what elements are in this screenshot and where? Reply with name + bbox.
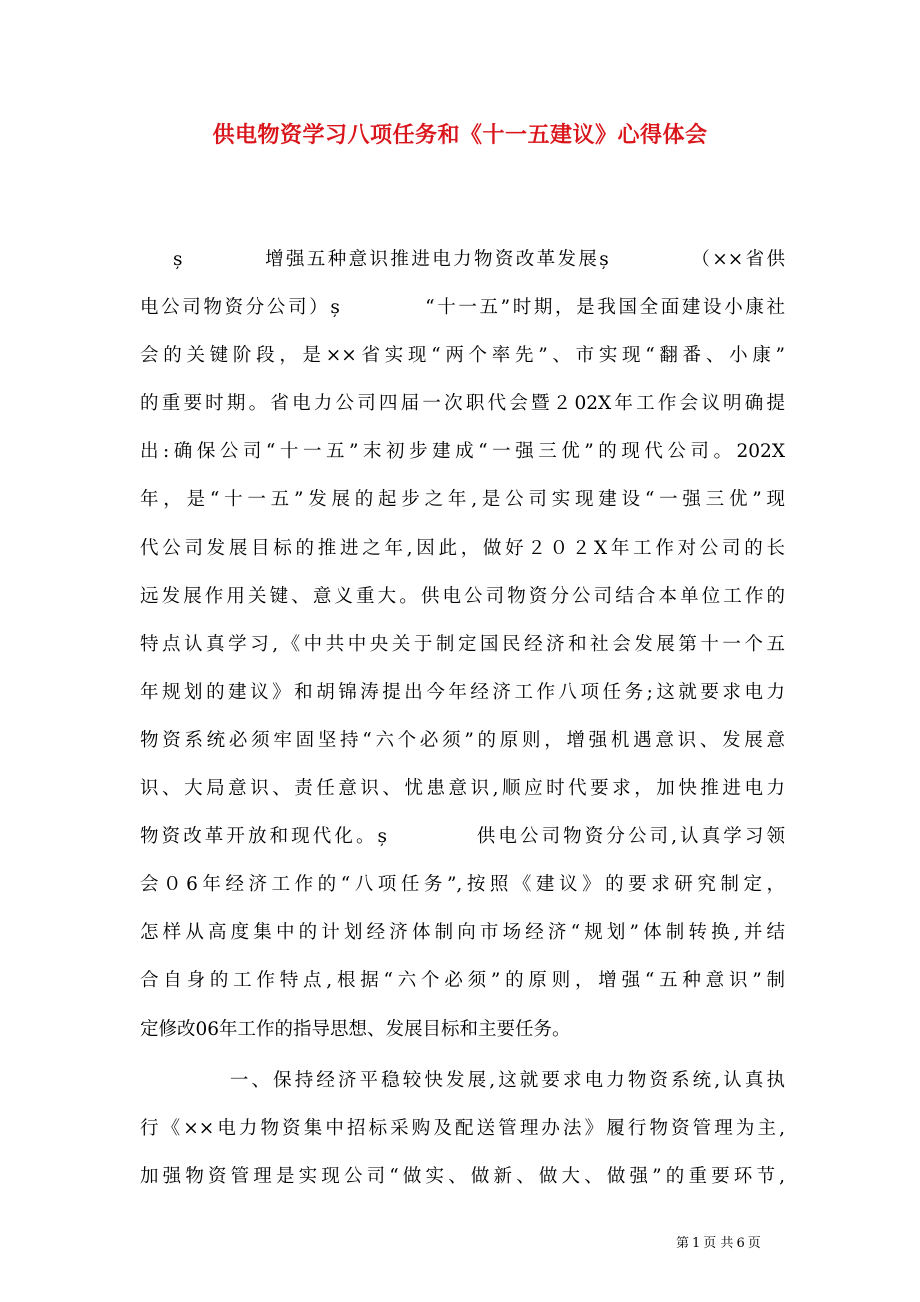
body-line-3: 会的关键阶段，是××省实现“两个率先”、市实现“翻番、小康” <box>140 345 785 367</box>
body-line-13: 物资改革开放和现代化。ș 供电公司物资分公司,认真学习领 <box>140 826 785 848</box>
body-line-6: 年，是“十一五”发展的起步之年,是公司实现建设“一强三优”现 <box>140 489 785 511</box>
footer-page-number: 1 <box>692 1236 701 1251</box>
body-line-16: 合自身的工作特点,根据“六个必须”的原则，增强“五种意识”制 <box>140 970 785 992</box>
body-line-20: 加强物资管理是实现公司“做实、做新、做大、做强”的重要环节, <box>140 1165 785 1187</box>
body-line-2: 电公司物资分公司）ș “十一五”时期，是我国全面建设小康社 <box>140 297 785 319</box>
body-line-4: 的重要时期。省电力公司四届一次职代会暨２02X年工作会议明确提 <box>140 393 785 415</box>
body-line-12: 识、大局意识、责任意识、忧患意识,顺应时代要求，加快推进电力 <box>140 778 785 800</box>
body-line-18: 一、保持经济平稳较快发展,这就要求电力物资系统,认真执 <box>140 1069 785 1091</box>
page-footer <box>676 1234 764 1254</box>
body-line-9: 特点认真学习,《中共中央关于制定国民经济和社会发展第十一个五 <box>140 633 785 655</box>
body-line-5: 出:确保公司“十一五”末初步建成“一强三优”的现代公司。202X <box>140 441 785 463</box>
body-line-11: 物资系统必须牢固坚持“六个必须”的原则，增强机遇意识、发展意 <box>140 729 785 751</box>
document-body <box>140 236 785 1201</box>
footer-page-total: 6 <box>736 1236 745 1251</box>
body-line-19: 行《××电力物资集中招标采购及配送管理办法》履行物资管理为主, <box>140 1117 785 1139</box>
footer-prefix: 第 <box>676 1236 690 1251</box>
body-line-15: 怎样从高度集中的计划经济体制向市场经济“规划”体制转换,并结 <box>140 922 785 944</box>
body-line-17: 定修改06年工作的指导思想、发展目标和主要任务。 <box>140 1018 571 1040</box>
body-line-1: ș 增强五种意识推进电力物资改革发展ș （××省供 <box>140 249 785 270</box>
body-line-14: 会０6年经济工作的“八项任务”,按照《建议》的要求研究制定， <box>140 874 785 896</box>
body-line-10: 年规划的建议》和胡锦涛提出今年经济工作八项任务;这就要求电力 <box>140 681 785 703</box>
footer-mid: 页 共 <box>703 1236 734 1251</box>
body-line-8: 远发展作用关键、意义重大。供电公司物资分公司结合本单位工作的 <box>140 585 785 607</box>
document-title: 供电物资学习八项任务和《十一五建议》心得体会 <box>212 122 708 148</box>
footer-suffix: 页 <box>747 1236 761 1251</box>
body-line-7: 代公司发展目标的推进之年,因此，做好２０２X年工作对公司的长 <box>140 537 785 559</box>
